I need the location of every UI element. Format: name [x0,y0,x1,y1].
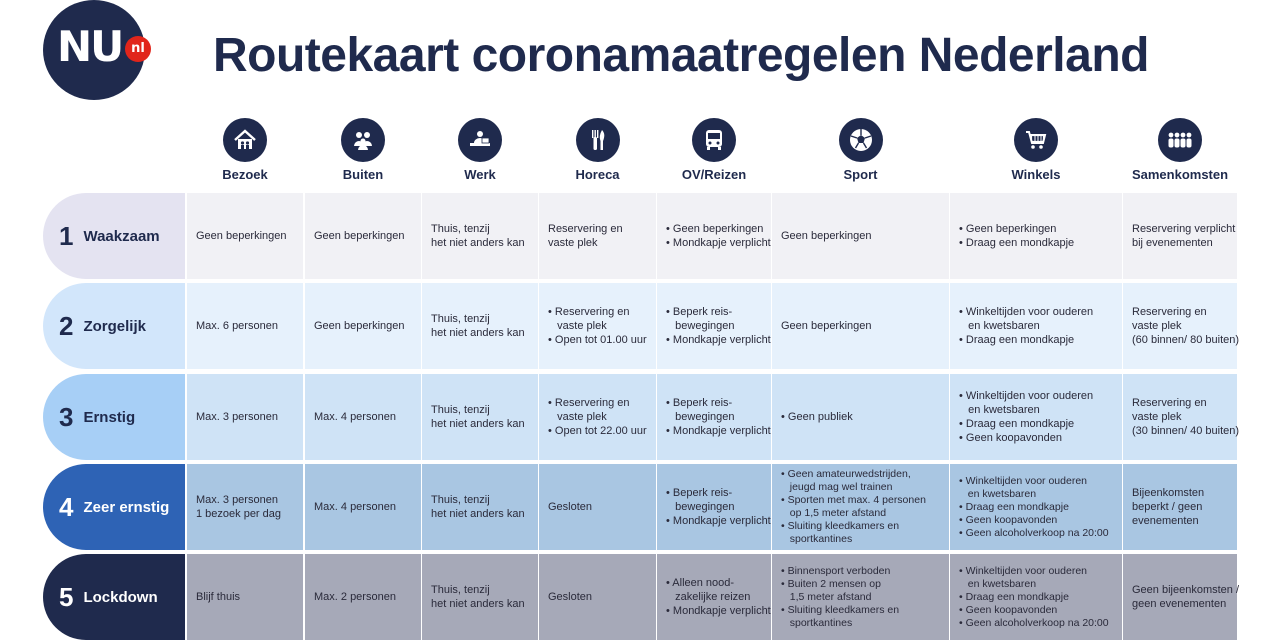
cell-line: vaste plek [548,320,607,332]
column-header-label: Horeca [575,167,620,182]
cell-line: sportkantines [781,533,853,545]
column-header-label: OV/Reizen [681,167,747,182]
nu-nl-logo[interactable] [43,0,145,100]
column-header-1 [187,118,303,182]
cell-line: • Winkeltijden voor ouderen [959,564,1087,577]
level-name: Waakzaam [83,227,160,245]
level-pill-3 [43,374,185,460]
cell-line: het niet anders kan [431,418,525,430]
column-header-6 [772,118,949,182]
table-cell-samenkomsten-level-1 [1123,193,1237,279]
group-icon [1158,118,1202,162]
cell-line: het niet anders kan [431,598,525,610]
page-title: Routekaart coronamaatregelen Nederland [213,29,1149,82]
cell-line: Thuis, tenzij [431,404,490,416]
cell-line: bewegingen [666,411,735,423]
level-pill-5 [43,554,185,640]
cell-line: • Mondkapje verplicht [666,605,771,617]
table-cell-samenkomsten-level-3 [1123,374,1240,460]
level-number: 4 [59,491,74,522]
cell-line: en kwetsbaren [959,404,1040,416]
cell-line: • Draag een mondkapje [959,237,1075,249]
table-cell-sport-level-2 [772,283,949,369]
table-cell-werk-level-3 [422,374,538,460]
column-header-label: Sport [843,167,878,182]
table-cell-winkels-level-4 [950,464,1122,550]
bus-icon [692,118,736,162]
table-cell-winkels-level-2 [950,283,1122,369]
table-cell-bezoek-level-1 [187,193,303,279]
table-cell-buiten-level-2 [305,283,421,369]
cell-line: Geen beperkingen [314,230,405,242]
cell-line: vaste plek [548,237,598,249]
cell-line: Geen beperkingen [781,320,872,332]
column-header-label: Winkels [1011,167,1061,182]
table-cell-winkels-level-5 [950,554,1122,640]
cell-line: en kwetsbaren [959,577,1037,590]
level-name: Ernstig [83,408,136,426]
cell-line: • Winkeltijden voor ouderen [959,390,1094,402]
cell-line: bij evenementen [1132,237,1213,249]
cell-line: Bijeenkomsten [1132,487,1205,499]
table-cell-werk-level-4 [422,464,538,550]
cell-line: Thuis, tenzij [431,313,490,325]
table-cell-ovreizen-level-2 [657,283,771,369]
cell-line: Max. 6 personen [196,320,278,332]
cell-line: • Open tot 01.00 uur [548,334,647,346]
table-cell-ovreizen-level-4 [657,464,771,550]
cell-line: vaste plek [548,411,607,423]
table-cell-werk-level-5 [422,554,538,640]
cell-line: • Reservering en [548,306,630,318]
cell-line: Reservering en [1132,306,1207,318]
cell-line: • Mondkapje verplicht [666,515,771,527]
cell-line: • Geen alcoholverkoop na 20:00 [959,526,1109,539]
cell-line: sportkantines [781,616,853,629]
cell-line: Geen bijeenkomsten / [1132,584,1240,596]
level-name: Zeer ernstig [83,498,170,516]
cell-line: Blijf thuis [196,591,241,603]
cell-line: bewegingen [666,501,735,513]
cell-line: evenementen [1132,515,1199,527]
table-cell-werk-level-1 [422,193,538,279]
cell-line: zakelijke reizen [666,591,751,603]
cell-line: • Draag een mondkapje [959,334,1075,346]
table-cell-werk-level-2 [422,283,538,369]
table-cell-bezoek-level-3 [187,374,303,460]
table-cell-sport-level-4 [772,464,949,550]
cell-line: • Beperk reis- [666,487,733,499]
table-cell-horeca-level-1 [539,193,656,279]
level-pill-1 [43,193,185,279]
table-cell-winkels-level-1 [950,193,1122,279]
cell-line: • Geen koopavonden [959,432,1062,444]
cell-line: Max. 3 personen [196,494,278,506]
cell-line: Gesloten [548,501,593,513]
cell-line: Thuis, tenzij [431,223,490,235]
cell-line: • Reservering en [548,397,630,409]
table-cell-buiten-level-3 [305,374,421,460]
cell-line: op 1,5 meter afstand [781,507,887,519]
cell-line: Geen beperkingen [781,230,872,242]
table-cell-buiten-level-5 [305,554,421,640]
cell-line: • Beperk reis- [666,306,733,318]
cell-line: het niet anders kan [431,508,525,520]
level-name: Lockdown [83,588,158,606]
cell-line: • Draag een mondkapje [959,500,1069,513]
cell-line: bewegingen [666,320,735,332]
cell-line: Max. 4 personen [314,501,396,513]
table-cell-sport-level-5 [772,554,949,640]
table-cell-ovreizen-level-3 [657,374,771,460]
cell-line: 1 bezoek per dag [196,508,282,520]
table-cell-ovreizen-level-5 [657,554,771,640]
table-cell-winkels-level-3 [950,374,1122,460]
cell-line: • Draag een mondkapje [959,590,1069,603]
column-header-5 [657,118,771,182]
column-header-label: Buiten [342,167,384,182]
cell-line: Geen beperkingen [314,320,405,332]
cell-line: • Sporten met max. 4 personen [781,494,926,506]
cell-line: • Sluiting kleedkamers en [781,520,900,532]
cell-line: • Winkeltijden voor ouderen [959,306,1094,318]
cell-line: • Geen alcoholverkoop na 20:00 [959,616,1109,629]
cell-line: vaste plek [1132,411,1182,423]
level-number: 1 [59,220,74,251]
logo-badge: nl [125,36,151,62]
column-header-7 [950,118,1122,182]
cell-line: • Binnensport verboden [781,564,891,577]
level-number: 3 [59,401,74,432]
table-cell-samenkomsten-level-2 [1123,283,1240,369]
cell-line: • Geen publiek [781,411,853,423]
table-cell-bezoek-level-4 [187,464,303,550]
cell-line: 1,5 meter afstand [781,590,872,603]
cell-line: Max. 4 personen [314,411,396,423]
cell-line: • Buiten 2 mensen op [781,577,881,590]
cell-line: Thuis, tenzij [431,494,490,506]
cell-line: • Alleen nood- [666,577,735,589]
cell-line: Geen beperkingen [196,230,287,242]
table-cell-ovreizen-level-1 [657,193,771,279]
shopping-cart-icon [1014,118,1058,162]
cell-line: • Geen beperkingen [959,223,1057,235]
cell-line: Reservering verplicht [1132,223,1236,235]
cell-line: • Geen amateurwedstrijden, [781,468,911,480]
level-number: 5 [59,581,74,612]
level-number: 2 [59,310,74,341]
cell-line: beperkt / geen [1132,501,1203,513]
table-cell-sport-level-3 [772,374,949,460]
column-header-2 [305,118,421,182]
level-pill-4 [43,464,185,550]
cell-line: • Beperk reis- [666,397,733,409]
table-cell-buiten-level-1 [305,193,421,279]
column-header-8 [1123,118,1237,182]
cell-line: • Mondkapje verplicht [666,425,771,437]
cell-line: • Geen koopavonden [959,513,1058,526]
people-icon [341,118,385,162]
level-pill-2 [43,283,185,369]
cell-line: • Sluiting kleedkamers en [781,603,900,616]
table-cell-bezoek-level-5 [187,554,303,640]
cell-line: (30 binnen/ 40 buiten) [1132,425,1240,437]
cell-line: Thuis, tenzij [431,584,490,596]
cell-line: en kwetsbaren [959,487,1037,500]
cell-line: geen evenementen [1132,598,1227,610]
cell-line: vaste plek [1132,320,1182,332]
column-header-label: Werk [464,167,496,182]
cell-line: het niet anders kan [431,327,525,339]
desk-worker-icon [458,118,502,162]
column-header-label: Samenkomsten [1131,167,1229,182]
cell-line: • Mondkapje verplicht [666,237,771,249]
cell-line: Reservering en [1132,397,1207,409]
cell-line: Gesloten [548,591,593,603]
cell-line: • Draag een mondkapje [959,418,1075,430]
column-header-3 [422,118,538,182]
cell-line: jeugd mag wel trainen [781,481,893,493]
column-header-label: Bezoek [222,167,268,182]
table-cell-horeca-level-5 [539,554,656,640]
cell-line: Max. 3 personen [196,411,278,423]
table-cell-samenkomsten-level-5 [1123,554,1240,640]
cell-line: • Geen koopavonden [959,603,1058,616]
cell-line: • Winkeltijden voor ouderen [959,474,1087,487]
cell-line: (60 binnen/ 80 buiten) [1132,334,1240,346]
table-cell-bezoek-level-2 [187,283,303,369]
table-cell-horeca-level-3 [539,374,656,460]
table-cell-sport-level-1 [772,193,949,279]
table-cell-buiten-level-4 [305,464,421,550]
cell-line: • Geen beperkingen [666,223,764,235]
house-icon [223,118,267,162]
cutlery-icon [576,118,620,162]
cell-line: Max. 2 personen [314,591,396,603]
cell-line: het niet anders kan [431,237,525,249]
cell-line: • Open tot 22.00 uur [548,425,647,437]
level-name: Zorgelijk [83,317,146,335]
table-cell-samenkomsten-level-4 [1123,464,1237,550]
table-cell-horeca-level-2 [539,283,656,369]
table-cell-horeca-level-4 [539,464,656,550]
column-header-4 [539,118,656,182]
cell-line: Reservering en [548,223,623,235]
football-icon [839,118,883,162]
cell-line: • Mondkapje verplicht [666,334,771,346]
cell-line: en kwetsbaren [959,320,1040,332]
logo-text: NU [57,22,123,71]
